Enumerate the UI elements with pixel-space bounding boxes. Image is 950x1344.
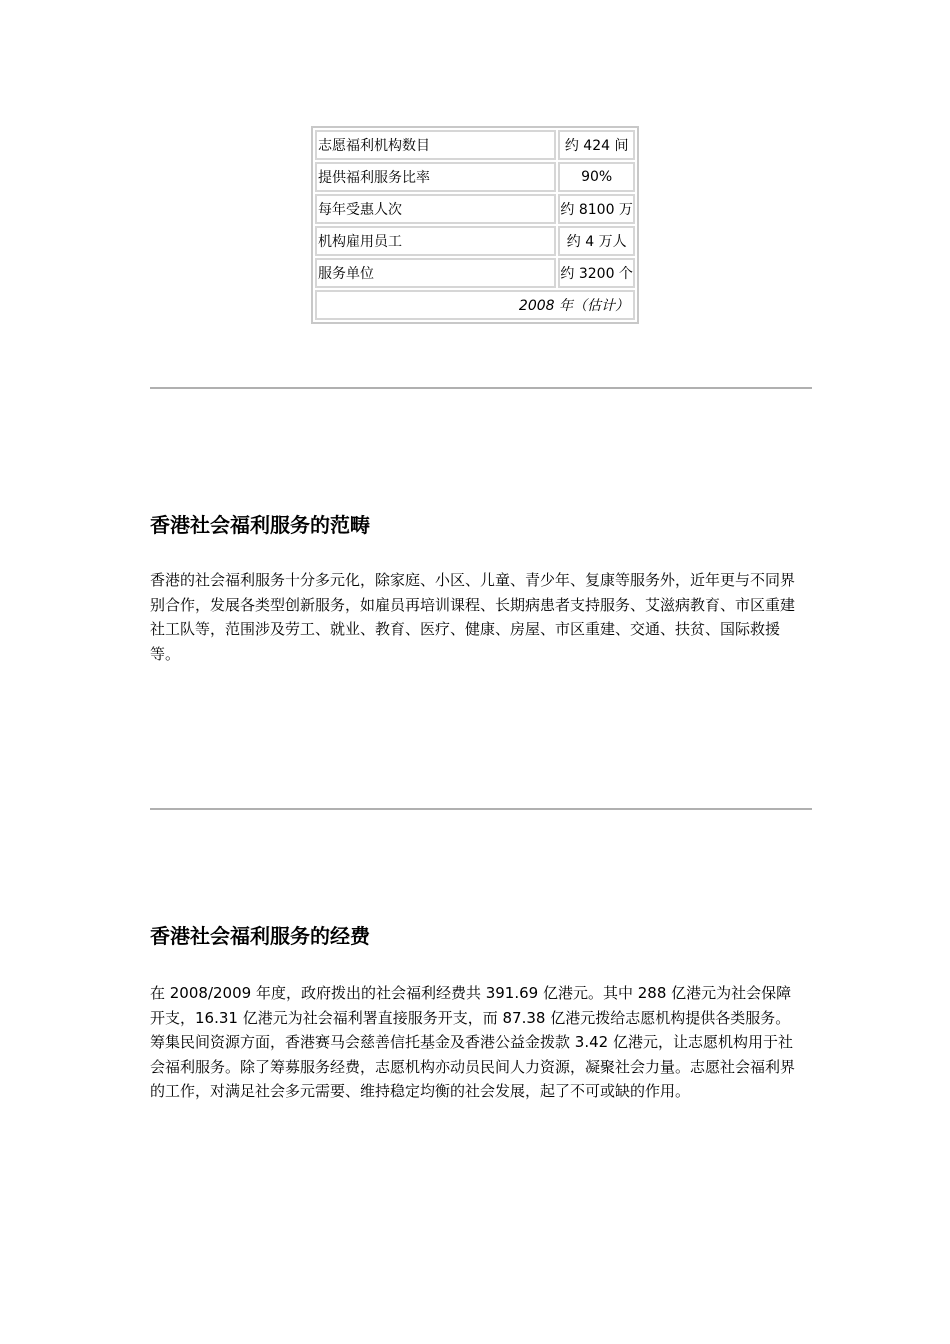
section-divider <box>150 808 812 810</box>
stat-value: 90% <box>558 162 635 192</box>
section-paragraph-funding: 在 2008/2009 年度，政府拨出的社会福利经费共 391.69 亿港元。其中 288 亿港元为社会保障开支，16.31 亿港元为社会福利署直接服务开支，而 87.38 亿港元拨给志愿机构提供各类服务。筹集民间资源方面，香港赛马会慈善信托基金及香港公益金拨款 3.42 亿港元，让志愿机构用于社会福利服务。除了筹募服务经费，志愿机构亦动员民间人力资源，凝聚社会力量。志愿社会福利界的工作，对满足社会多元需要、维持稳定均衡的社会发展，起了不可或缺的作用。 <box>150 984 796 1100</box>
section-heading-funding: 香港社会福利服务的经费 <box>150 924 370 948</box>
stat-label: 每年受惠人次 <box>315 194 556 224</box>
table-footer-row <box>315 290 635 320</box>
stat-label: 提供福利服务比率 <box>315 162 556 192</box>
table-footnote: 2008 年（估计） <box>315 290 635 320</box>
stat-label: 志愿福利机构数目 <box>315 130 556 160</box>
stat-value: 约 3200 个 <box>558 258 635 288</box>
table-row <box>315 194 635 224</box>
section-divider <box>150 387 812 389</box>
stat-label: 服务单位 <box>315 258 556 288</box>
table-row <box>315 226 635 256</box>
section-heading-scope: 香港社会福利服务的范畴 <box>150 513 370 537</box>
stats-table <box>311 126 639 324</box>
section-paragraph-scope: 香港的社会福利服务十分多元化，除家庭、小区、儿童、青少年、复康等服务外，近年更与不同界别合作，发展各类型创新服务，如雇员再培训课程、长期病患者支持服务、艾滋病教育、市区重建社工队等，范围涉及劳工、就业、教育、医疗、健康、房屋、市区重建、交通、扶贫、国际救援等。 <box>150 571 796 663</box>
table-row <box>315 130 635 160</box>
stat-value: 约 8100 万 <box>558 194 635 224</box>
stat-label: 机构雇用员工 <box>315 226 556 256</box>
stat-value: 约 424 间 <box>558 130 635 160</box>
table-row <box>315 258 635 288</box>
stat-value: 约 4 万人 <box>558 226 635 256</box>
table-row <box>315 162 635 192</box>
